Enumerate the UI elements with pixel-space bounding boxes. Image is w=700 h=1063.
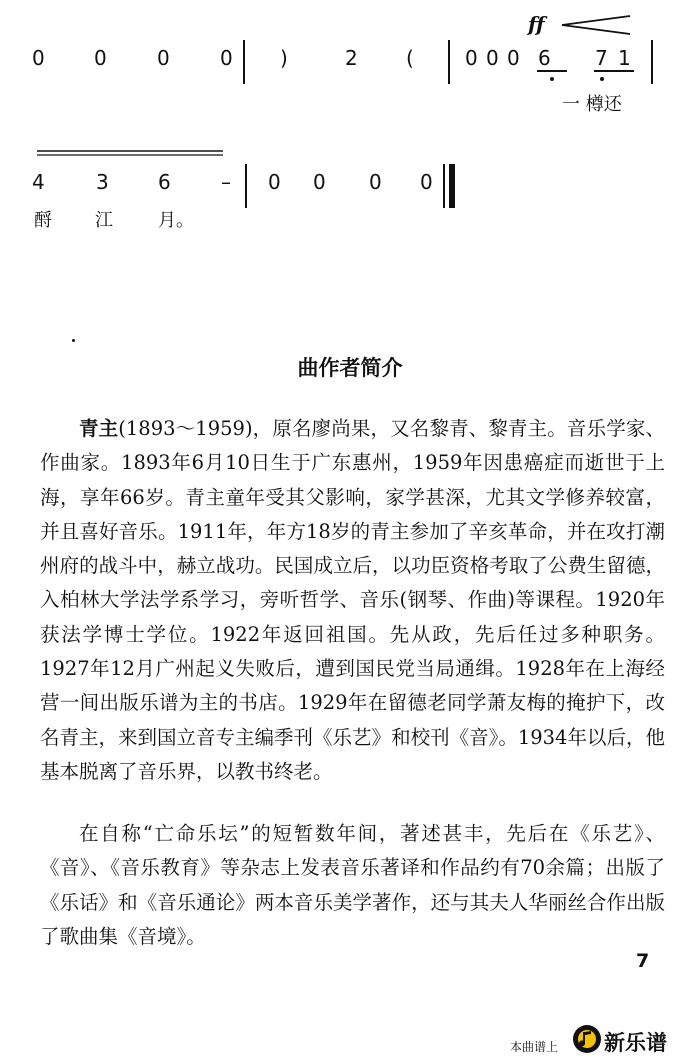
footer-logo-text: 新乐谱: [604, 1031, 667, 1055]
note: 0: [369, 170, 382, 194]
note: 0: [268, 170, 281, 194]
lyric: 江: [95, 210, 113, 231]
page-number: 7: [636, 950, 650, 972]
octave-dot: [600, 77, 604, 81]
underline-beam: [594, 70, 634, 72]
note: 7: [595, 46, 608, 70]
note: 0: [420, 170, 433, 194]
note: 3: [96, 170, 109, 194]
footer-source-text: 本曲谱上: [510, 1040, 559, 1054]
note: 4: [32, 170, 45, 194]
underline-beam: [537, 70, 567, 72]
lyric: 月。: [158, 210, 194, 231]
note: 6: [158, 170, 171, 194]
note: (: [406, 46, 414, 70]
octave-dot: [550, 77, 554, 81]
crescendo-hairpin: [560, 14, 632, 36]
note: 0: [94, 46, 107, 70]
final-barline-thin: [443, 164, 445, 208]
barline: [245, 164, 247, 208]
note: 0: [486, 46, 499, 70]
barline: [448, 40, 450, 84]
note: 0: [157, 46, 170, 70]
note: 0: [32, 46, 45, 70]
note: 0: [465, 46, 478, 70]
note: –: [221, 170, 231, 194]
music-note-logo-icon: [572, 1024, 602, 1054]
note: ): [280, 46, 288, 70]
barline: [243, 40, 245, 84]
note: 1: [618, 46, 631, 70]
note: 6: [538, 46, 551, 70]
composer-name: 青主: [79, 417, 119, 440]
note: 0: [507, 46, 520, 70]
dynamic-mark: ff: [528, 12, 545, 36]
barline: [651, 40, 653, 84]
bio-paragraph-1: [40, 412, 665, 789]
lyric: 酹: [34, 210, 52, 231]
stray-dot: [72, 339, 75, 342]
lyrics: 一 樽还: [562, 94, 622, 115]
note: 0: [220, 46, 233, 70]
note: 2: [345, 46, 358, 70]
note: 0: [313, 170, 326, 194]
final-barline-thick: [449, 164, 455, 208]
section-title: 曲作者简介: [297, 356, 403, 380]
bio-paragraph-2: 在自称“亡命乐坛”的短暂数年间，著述甚丰，先后在《乐艺》、《音》、《音乐教育》等杂志上发表音乐著译和作品约有70余篇；出版了《乐话》和《音乐通论》两本音乐美学著作，还与其夫人华丽丝合作出版了歌曲集《音境》。: [40, 822, 665, 948]
slur-line: [35, 148, 225, 158]
bio-text-1: (1893～1959)，原名廖尚果，又名黎青、黎青主。音乐学家、作曲家。1893年6月10日生于广东惠州，1959年因患癌症而逝世于上海，享年66岁。青主童年受其父影响，家学甚深，尤其文学修养较富，并且喜好音乐。1911年，年方18岁的青主参加了辛亥革命，并在攻打潮州府的战斗中，赫立战功。民国成立后，以功臣资格考取了公费生留德，入柏林大学法学系学习，旁听哲学、音乐(钢琴、作曲)等课程。1920年获法学博士学位。1922年返回祖国。先从政，先后任过多种职务。1927年12月广州起义失败后，遭到国民党当局通缉。1928年在上海经营一间出版乐谱为主的书店。1929年在留德老同学萧友梅的掩护下，改名青主，来到国立音专主编季刊《乐艺》和校刊《音》。1934年以后，他基本脱离了音乐界，以教书终老。: [40, 417, 665, 783]
